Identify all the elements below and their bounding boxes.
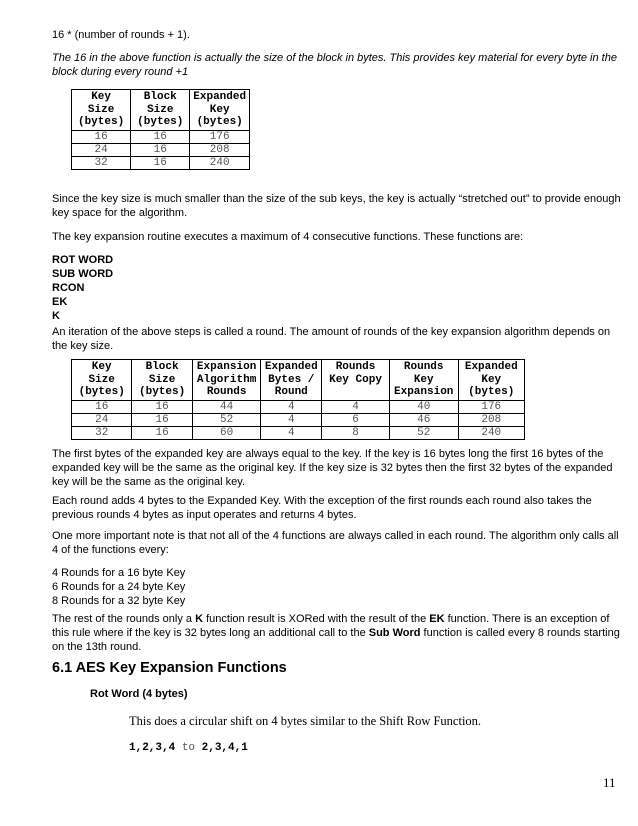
table-cell: 8 [322, 426, 390, 439]
table-cell: 16 [132, 413, 192, 426]
k-function-term: K [195, 613, 204, 625]
rot-word-example: 1,2,3,4 to 2,3,4,1 [129, 742, 248, 754]
rounds-list [52, 566, 622, 608]
table-cell: 16 [131, 130, 190, 143]
table-cell: 32 [72, 156, 131, 169]
sub-word-term: Sub Word [368, 627, 421, 639]
list-item: 8 Rounds for a 32 byte Key [52, 595, 186, 607]
each-round-paragraph: Each round adds 4 bytes to the Expanded Key. With the exception of the first rounds each round also takes the previous rounds 4 bytes as input operates and returns 4 bytes. [52, 495, 592, 521]
formula-text: 16 * (number of rounds + 1). [52, 29, 190, 41]
table-cell: 4 [261, 426, 322, 439]
table-header-cell: Expanded Key (bytes) [190, 90, 250, 131]
table-cell: 208 [458, 413, 524, 426]
expansion-rounds-table [71, 359, 525, 440]
table-header-cell: Expanded Bytes / Round [261, 360, 322, 401]
important-note-paragraph: One more important note is that not all of the 4 functions are always called in each round. The algorithm only calls all 4 of the functions every: [52, 530, 619, 556]
ek-function-term: EK [429, 613, 445, 625]
table-cell: 24 [72, 143, 131, 156]
table-cell: 52 [389, 426, 458, 439]
subsection-heading: Rot Word (4 bytes) [90, 688, 188, 700]
function-item-rot-word: ROT WORD [52, 254, 114, 266]
function-item-k: K [52, 310, 60, 322]
table-cell: 16 [131, 156, 190, 169]
list-item: 4 Rounds for a 16 byte Key [52, 567, 186, 579]
table-cell: 60 [192, 426, 261, 439]
function-item-rcon: RCON [52, 282, 85, 294]
stretch-paragraph: Since the key size is much smaller than the size of the sub keys, the key is actually “stretched out” to provide enough key space for the algorithm. [52, 193, 621, 219]
table-header-row [72, 90, 250, 131]
function-item-sub-word: SUB WORD [52, 268, 114, 280]
table-cell: 16 [72, 130, 131, 143]
table-cell: 240 [190, 156, 250, 169]
table-cell: 44 [192, 400, 261, 413]
table-cell: 176 [458, 400, 524, 413]
table-row [72, 156, 250, 169]
table-cell: 16 [131, 143, 190, 156]
list-item: 6 Rounds for a 24 byte Key [52, 581, 186, 593]
table-cell: 24 [72, 413, 132, 426]
table-cell: 176 [190, 130, 250, 143]
table-cell: 4 [322, 400, 390, 413]
table-header-cell: Expansion Algorithm Rounds [192, 360, 261, 401]
table-cell: 16 [132, 400, 192, 413]
table-header-cell: Expanded Key (bytes) [458, 360, 524, 401]
table-cell: 40 [389, 400, 458, 413]
rot-word-description: This does a circular shift on 4 bytes similar to the Shift Row Function. [129, 714, 482, 728]
table-row [72, 426, 525, 439]
function-item-ek: EK [52, 296, 68, 308]
rest-of-rounds-paragraph: The rest of the rounds only a K function result is XORed with the result of the EK function. There is an exception of this rule where if the key is 32 bytes long an additional call to the Sub Word function is called every 8 rounds starting on the 13th round. [52, 613, 620, 653]
table-cell: 16 [132, 426, 192, 439]
table-cell: 6 [322, 413, 390, 426]
note-paragraph: The 16 in the above function is actually the size of the block in bytes. This provides key material for every byte in the block during every round +1 [52, 52, 617, 78]
round-definition-paragraph: An iteration of the above steps is called a round. The amount of rounds of the key expansion algorithm depends on the key size. [52, 326, 611, 352]
table-cell: 208 [190, 143, 250, 156]
table-cell: 4 [261, 413, 322, 426]
table-cell: 4 [261, 400, 322, 413]
table-header-cell: Block Size (bytes) [132, 360, 192, 401]
key-size-table [71, 89, 250, 170]
table-cell: 32 [72, 426, 132, 439]
table-header-cell: Block Size (bytes) [131, 90, 190, 131]
function-list [52, 253, 622, 323]
section-heading: 6.1 AES Key Expansion Functions [52, 660, 287, 676]
table-cell: 240 [458, 426, 524, 439]
table-row [72, 400, 525, 413]
first-bytes-paragraph: The first bytes of the expanded key are always equal to the key. If the key is 16 bytes long the first 16 bytes of the expanded key will be the same as the original key. If the key size is 32 bytes then the first 32 bytes of the expanded key will be the same as the original key. [52, 448, 613, 488]
table-cell: 16 [72, 400, 132, 413]
table-row [72, 130, 250, 143]
table-cell: 46 [389, 413, 458, 426]
table-header-cell: Key Size (bytes) [72, 360, 132, 401]
table-header-cell: Key Size (bytes) [72, 90, 131, 131]
table-header-cell: Rounds Key Copy [322, 360, 390, 401]
table-row [72, 143, 250, 156]
table-cell: 52 [192, 413, 261, 426]
page-number: 11 [603, 775, 616, 790]
routine-intro-paragraph: The key expansion routine executes a maximum of 4 consecutive functions. These functions are: [52, 231, 524, 243]
table-header-cell: Rounds Key Expansion [389, 360, 458, 401]
table-row [72, 413, 525, 426]
table-header-row [72, 360, 525, 401]
